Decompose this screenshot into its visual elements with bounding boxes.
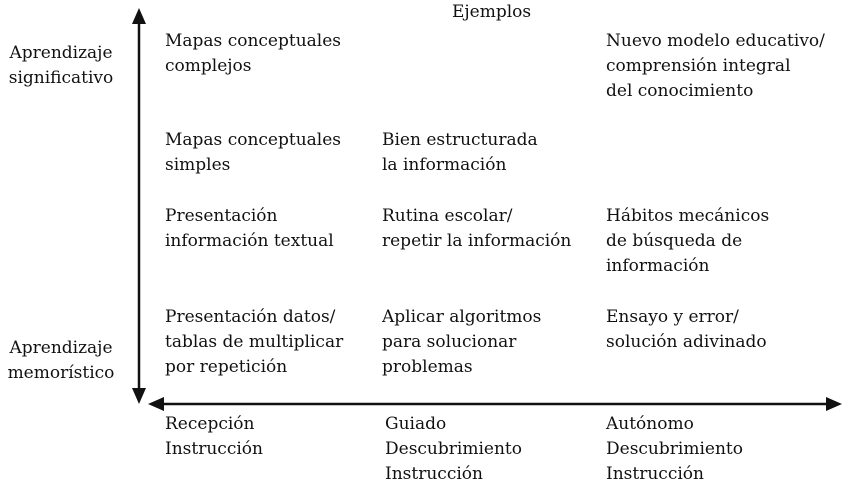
- cell-r3c1: Presentación información textual: [165, 206, 334, 251]
- cell-r3c3: Hábitos mecánicos de búsqueda de información: [606, 206, 770, 276]
- cell-r2c2: Bien estructurada la información: [382, 130, 538, 175]
- diagram-title: Ejemplos: [452, 2, 532, 22]
- cell-r2c1: Mapas conceptuales simples: [165, 130, 341, 175]
- horizontal-axis-arrow: [148, 397, 842, 411]
- x-axis-label-recepcion: Recepción Instrucción: [165, 414, 263, 459]
- vertical-axis-arrow: [132, 8, 146, 404]
- cell-r1c3: Nuevo modelo educativo/ comprensión integral del conocimiento: [606, 31, 825, 101]
- x-axis-label-autonomo: Autónomo Descubrimiento Instrucción: [606, 414, 743, 484]
- cell-r1c1: Mapas conceptuales complejos: [165, 31, 341, 76]
- y-axis-bottom-label: Aprendizaje memorístico: [7, 338, 115, 383]
- cell-r4c1: Presentación datos/ tablas de multiplicar por repetición: [165, 307, 344, 377]
- cell-r3c2: Rutina escolar/ repetir la información: [382, 206, 572, 251]
- cell-r4c3: Ensayo y error/ solución adivinado: [606, 307, 767, 352]
- y-axis-top-label: Aprendizaje significativo: [8, 43, 114, 88]
- cell-r4c2: Aplicar algoritmos para solucionar problemas: [382, 307, 542, 377]
- x-axis-label-guiado: Guiado Descubrimiento Instrucción: [385, 414, 522, 484]
